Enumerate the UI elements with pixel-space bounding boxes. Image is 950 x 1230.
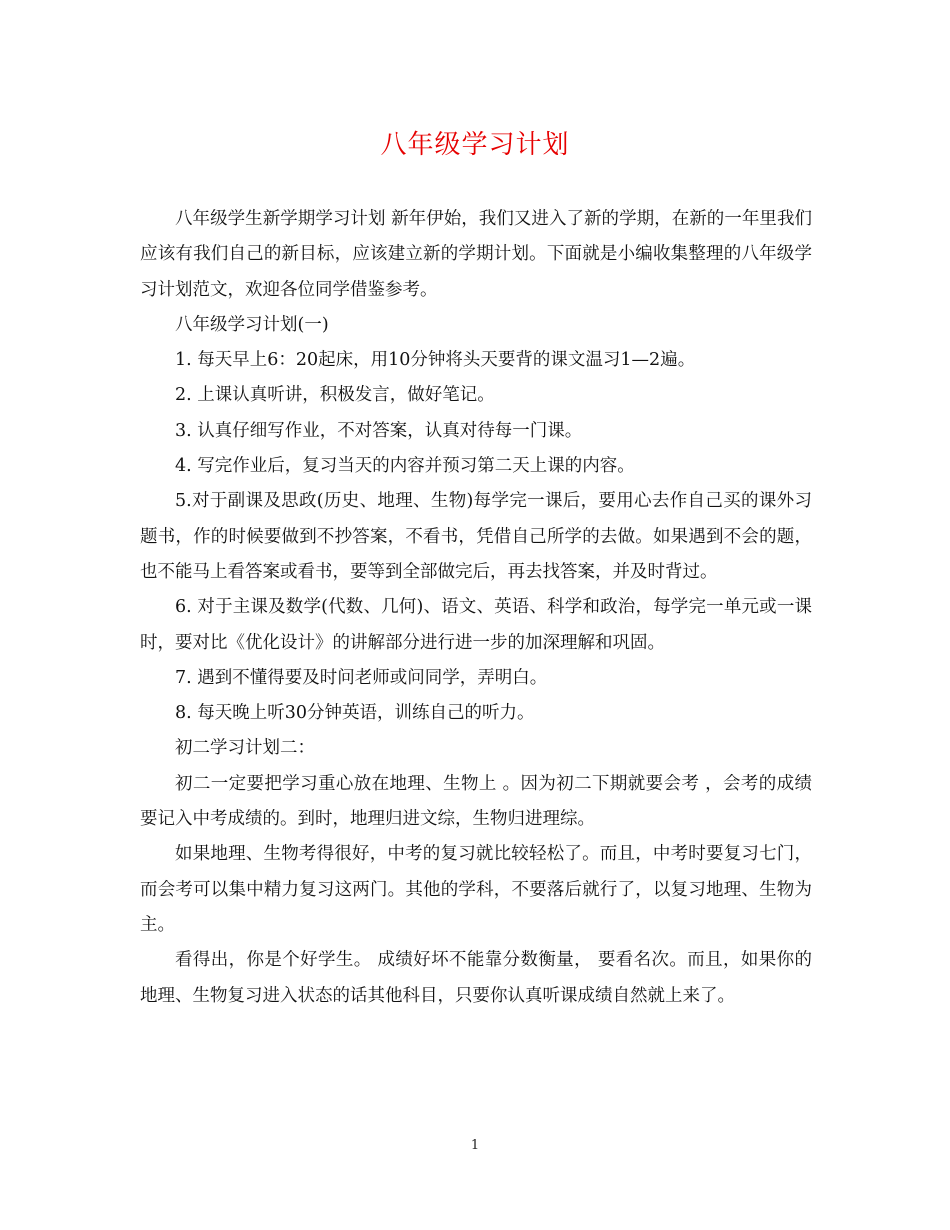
document-body: [140, 202, 812, 1014]
list-item-5: 5.对于副课及思政(历史、地理、生物)每学完一课后，要用心去作自己买的课外习题书，作的时候要做到不抄答案，不看书，凭借自己所学的去做。如果遇到不会的题，也不能马上看答案或看书，要等到全部做完后，再去找答案，并及时背过。: [140, 491, 812, 582]
paragraph-intro: 八年级学生新学期学习计划 新年伊始，我们又进入了新的学期，在新的一年里我们应该有我们自己的新目标，应该建立新的学期计划。下面就是小编收集整理的八年级学习计划范文，欢迎各位同学借鉴参考。: [140, 209, 812, 300]
list-item-4: 4. 写完作业后，复习当天的内容并预习第二天上课的内容。: [175, 456, 635, 477]
paragraph-plan-2-a: 初二一定要把学习重心放在地理、生物上 。因为初二下期就要会考 ，会考的成绩要记入中考成绩的。到时，地理归进文综，生物归进理综。: [140, 773, 812, 830]
list-item-1: 1. 每天早上6：20起床，用10分钟将头天要背的课文温习1—2遍。: [175, 350, 696, 371]
list-item-7: 7. 遇到不懂得要及时问老师或问同学，弄明白。: [175, 667, 548, 688]
paragraph-heading-plan-1: 八年级学习计划(一): [175, 314, 329, 335]
list-item-8: 8. 每天晚上听30分钟英语，训练自己的听力。: [175, 703, 535, 724]
page-number: 1: [470, 1138, 480, 1153]
paragraph-heading-plan-2: 初二学习计划二：: [175, 738, 315, 759]
paragraph-plan-2-c: 看得出，你是个好学生。 成绩好坏不能靠分数衡量， 要看名次。而且，如果你的地理、生物复习进入状态的话其他科目，只要你认真听课成绩自然就上来了。: [140, 950, 812, 1006]
paragraph-plan-2-b: 如果地理、生物考得很好，中考的复习就比较轻松了。而且，中考时要复习七门，而会考可以集中精力复习这两门。其他的学科，不要落后就行了，以复习地理、生物为主。: [140, 844, 812, 935]
list-item-2: 2. 上课认真听讲，积极发言，做好笔记。: [175, 385, 495, 406]
list-item-3: 3. 认真仔细写作业，不对答案，认真对待每一门课。: [175, 420, 583, 441]
list-item-6: 6. 对于主课及数学(代数、几何)、语文、英语、科学和政治，每学完一单元或一课时，要对比《优化设计》的讲解部分进行进一步的加深理解和巩固。: [140, 597, 812, 653]
document-title: 八年级学习计划: [380, 130, 570, 160]
